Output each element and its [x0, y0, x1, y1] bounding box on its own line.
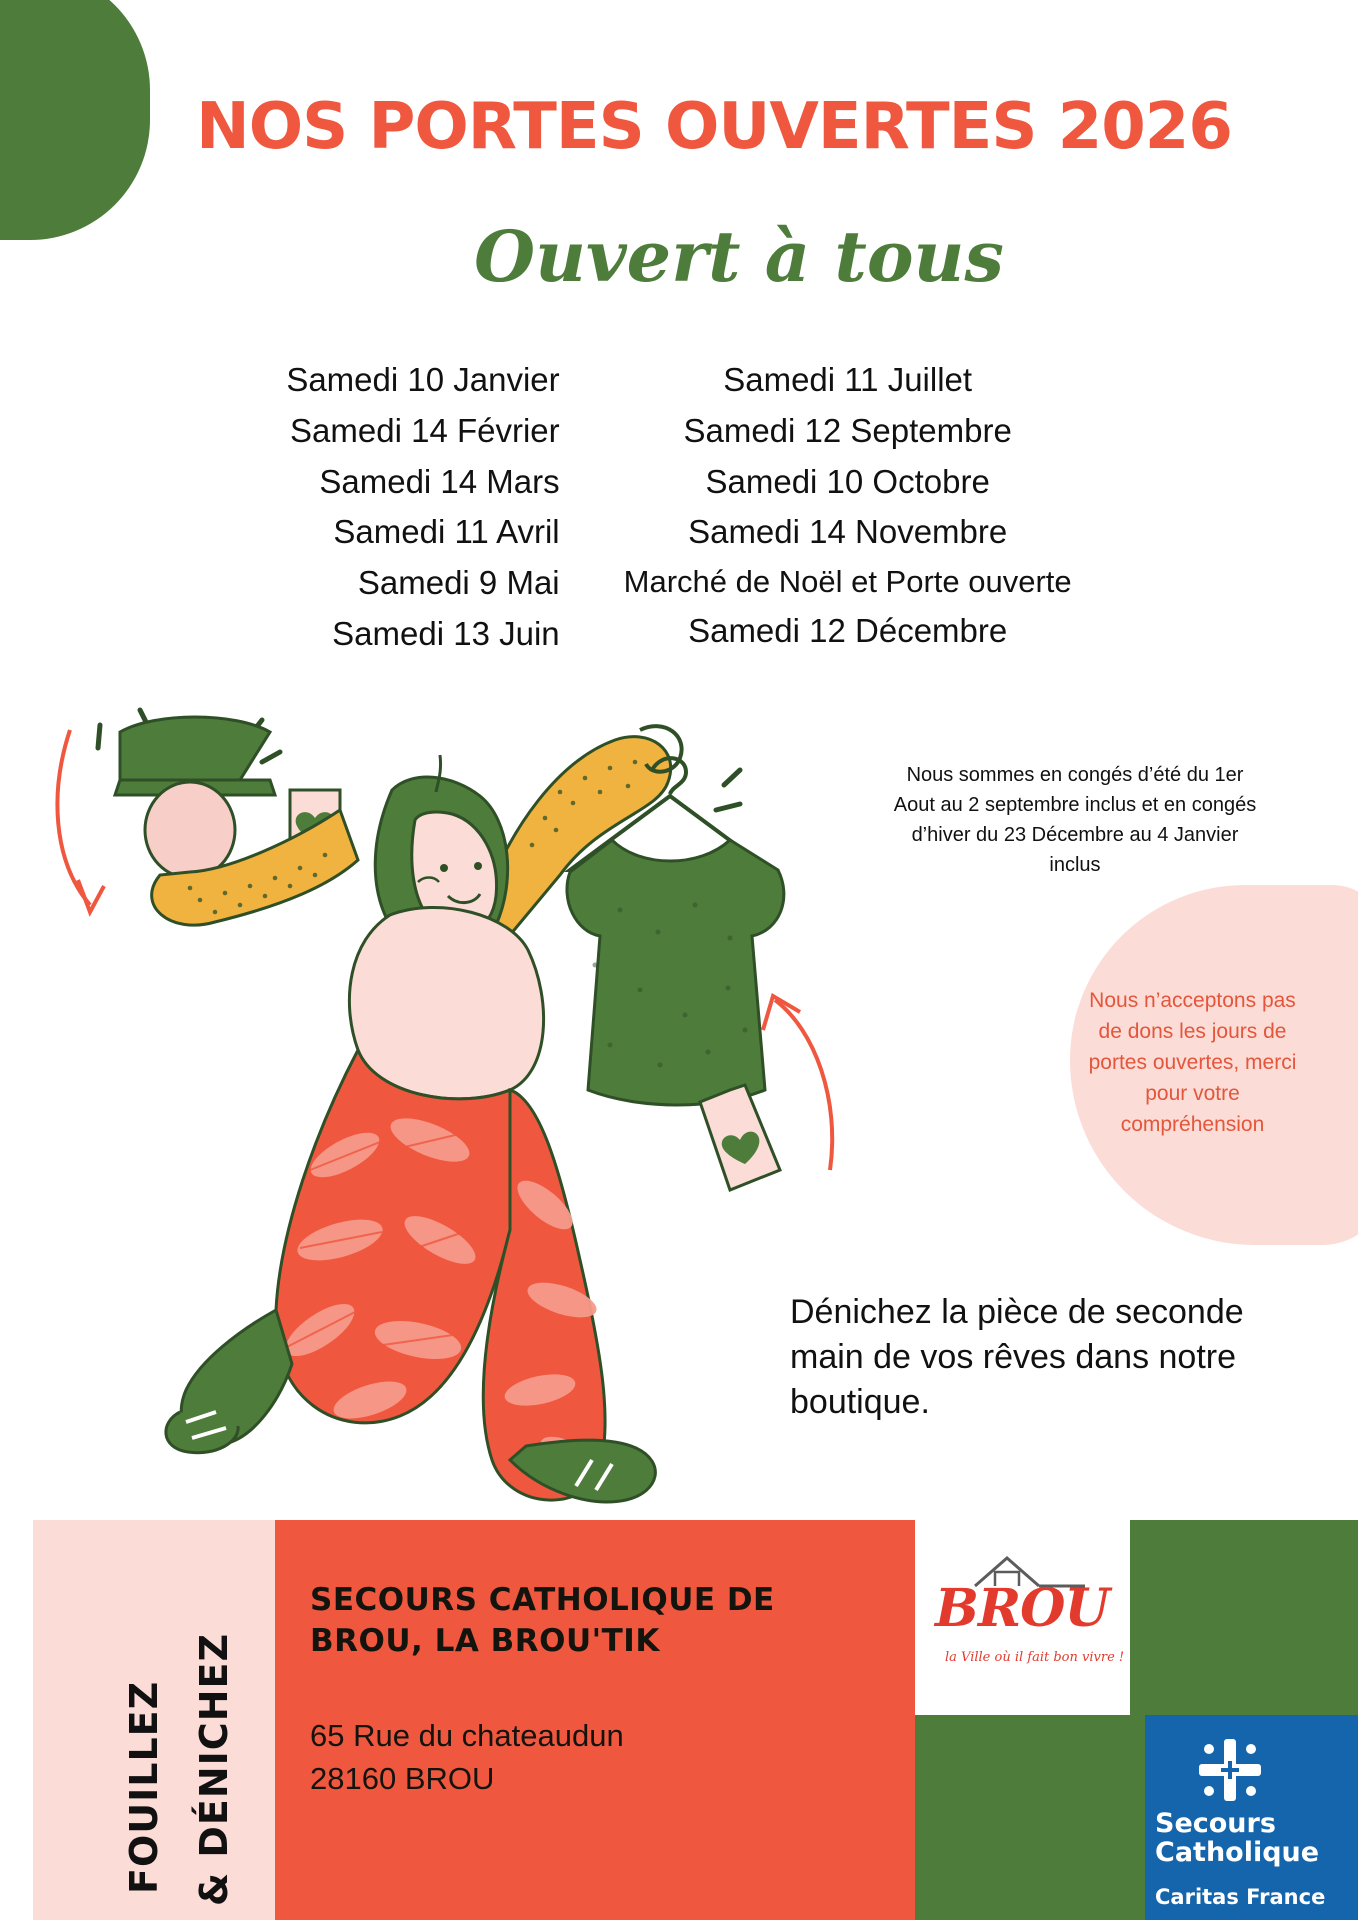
caritas-france-label: Caritas France — [1155, 1885, 1326, 1909]
date-item: Samedi 9 Mai — [357, 564, 560, 602]
vertical-slogan — [60, 1534, 260, 1914]
date-item: Samedi 12 Septembre — [683, 411, 1012, 449]
organisation-address — [310, 1715, 870, 1801]
slogan-line-1: FOUILLEZ — [122, 1680, 166, 1894]
footer-green-bottom-block — [915, 1715, 1145, 1920]
brou-logo-tagline: la Ville où il fait bon vivre ! — [945, 1650, 1125, 1665]
sc-line-1: Secours — [1155, 1808, 1276, 1839]
illustration-woman-shopping — [40, 700, 1000, 1530]
sc-line-2: Catholique — [1155, 1836, 1320, 1868]
brou-logo-word: BROU — [935, 1578, 1109, 1639]
date-item: Samedi 11 Avril — [333, 513, 560, 551]
date-item: Samedi 14 Novembre — [688, 513, 1008, 551]
secours-catholique-name — [1155, 1810, 1358, 1867]
donation-note-text: Nous n’acceptons pas de dons les jours de portes ouvertes, merci pour votre compréhension — [1088, 989, 1297, 1137]
address-line-1: 65 Rue du chateaudun — [310, 1718, 624, 1753]
date-item: Samedi 12 Décembre — [688, 611, 1008, 649]
footer-band — [0, 1520, 1358, 1920]
date-item: Samedi 14 Mars — [319, 462, 560, 500]
dates-column-first-half — [286, 355, 569, 660]
date-item: Samedi 10 Janvier — [286, 361, 560, 398]
page-subtitle: Ouvert à tous — [474, 215, 1004, 298]
organisation-name: SECOURS CATHOLIQUE DE BROU, LA BROU'TIK — [310, 1582, 775, 1659]
address-line-2: 28160 BROU — [310, 1760, 495, 1796]
secours-catholique-cross-icon — [1195, 1735, 1265, 1805]
tagline-text: Dénichez la pièce de seconde main de vos rêves dans notre boutique. — [790, 1293, 1244, 1422]
brou-city-logo — [935, 1550, 1125, 1690]
date-item: Samedi 10 Octobre — [705, 462, 990, 500]
date-item: Samedi 14 Février — [290, 411, 560, 449]
date-item: Samedi 13 Juin — [332, 615, 560, 653]
holiday-closure-note: Nous sommes en congés d’été du 1er Aout au 2 septembre inclus et en congés d’hiver du 23 Décembre au 4 Janvier inclus — [893, 764, 1257, 876]
slogan-line-2: & DÉNICHEZ — [192, 1632, 236, 1906]
date-item: Samedi 11 Juillet — [723, 361, 973, 398]
dates-column-second-half — [624, 355, 1072, 660]
date-item: Marché de Noël et Porte ouverte — [623, 564, 1072, 600]
opening-dates — [0, 355, 1358, 660]
page-title: NOS PORTES OUVERTES 2026 — [196, 90, 1232, 164]
